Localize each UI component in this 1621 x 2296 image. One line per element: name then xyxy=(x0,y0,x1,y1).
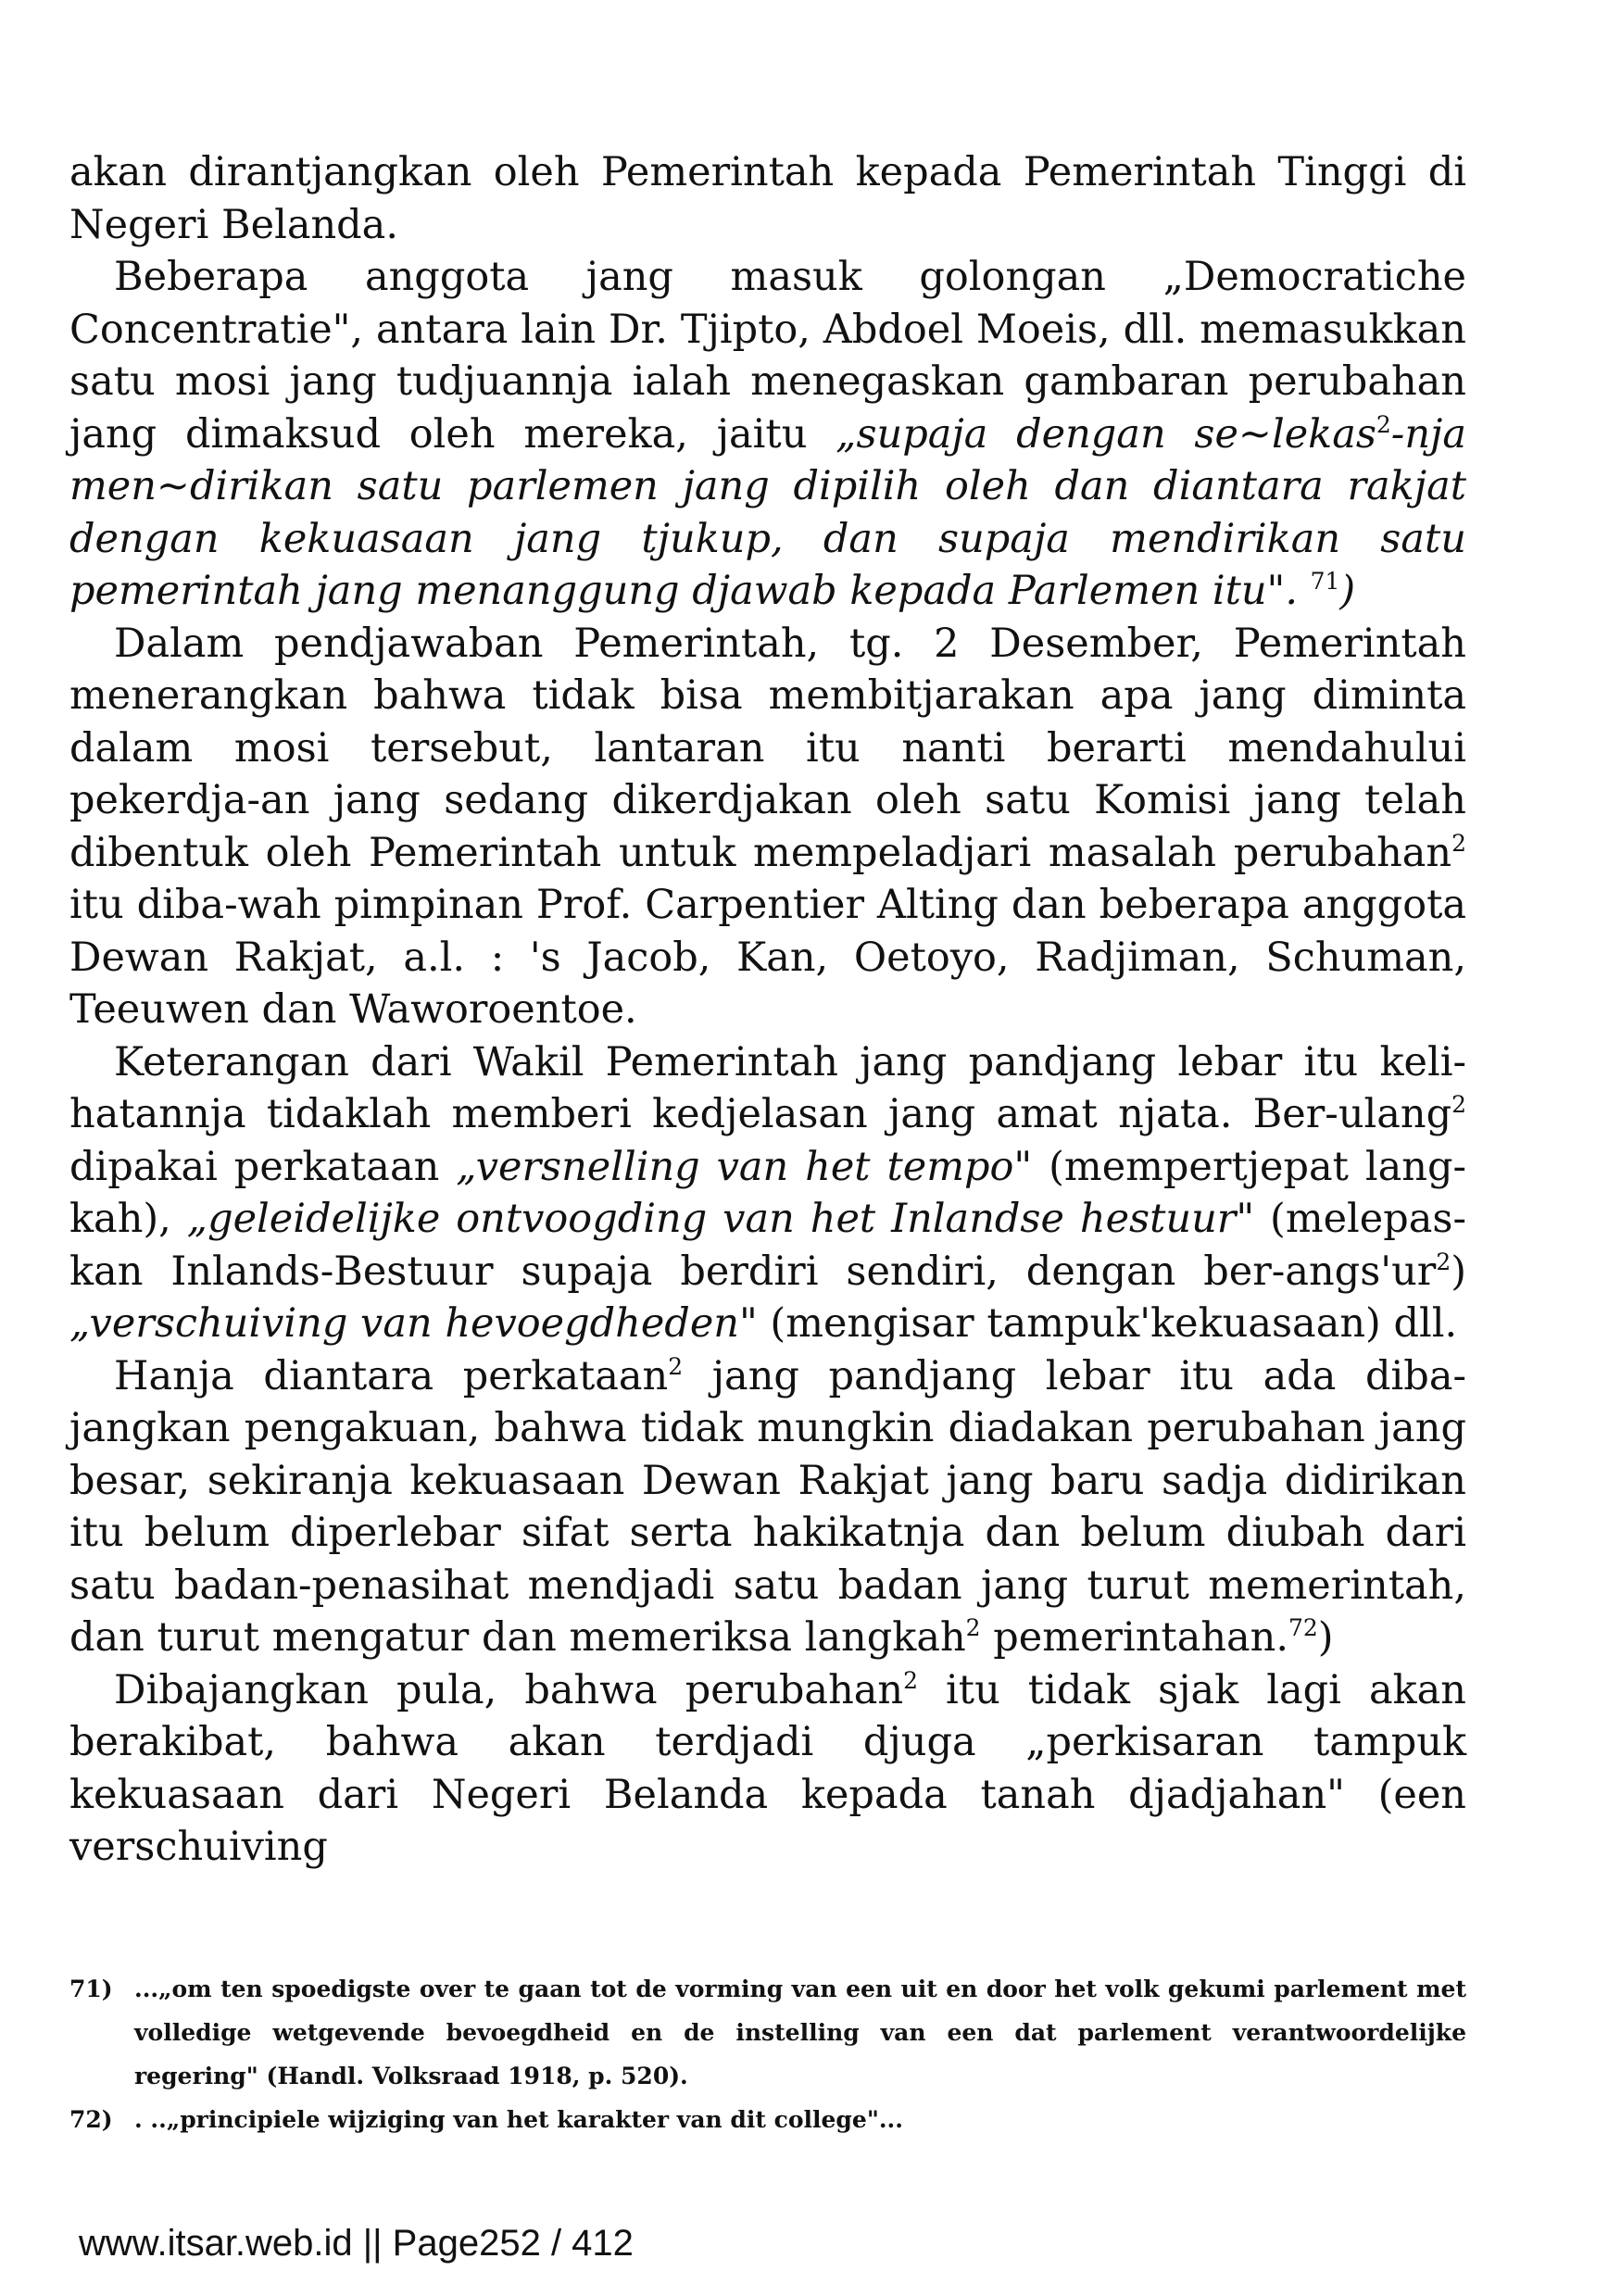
paragraph xyxy=(69,618,1466,1036)
superscript: 2 xyxy=(1436,1248,1451,1275)
footnote xyxy=(69,2098,1466,2141)
text-run: Dalam pendjawaban Pemerintah, tg. 2 Desember, Pemerintah menerangkan bahwa tidak bisa membitjarakan apa jang diminta dalam mosi tersebut, lantaran itu nanti berarti mendahului pekerdja-an jang sedang dikerdjakan oleh satu Komisi jang telah dibentuk oleh Pemerintah untuk mempeladjari masalah perubahan xyxy=(69,620,1466,876)
text-run: ) xyxy=(1451,1248,1466,1295)
text-run: Dibajangkan pula, bahwa perubahan xyxy=(114,1666,904,1713)
paragraph xyxy=(69,146,1466,251)
text-run: (mempertjepat lang-kah), xyxy=(69,1143,1466,1242)
text-run: jang pandjang lebar itu ada diba-jangkan pengakuan, bahwa tidak mungkin diadakan perubahan jang besar, sekiranja kekuasaan Dewan Rakjat jang baru sadja didirikan itu belum diperlebar sifat serta hakikatnja dan belum diubah dari satu badan-penasihat mendjadi satu badan jang turut memerintah, dan turut mengatur dan memeriksa langkah xyxy=(69,1352,1466,1661)
text-run: itu diba-wah pimpinan Prof. Carpentier Alting dan beberapa anggota Dewan Rakjat, a.l. : 's Jacob, Kan, Oetoyo, Radjiman, Schuman, Teeuwen dan Waworoentoe. xyxy=(69,882,1466,1033)
superscript: 2 xyxy=(668,1352,684,1380)
superscript: 2 xyxy=(965,1613,981,1641)
italic-text: „supaja dengan se~lekas xyxy=(836,410,1376,458)
superscript: 2 xyxy=(1451,829,1466,857)
text-run: (mengisar tampuk'kekuasaan) dll. xyxy=(757,1300,1458,1347)
paragraph xyxy=(69,1664,1466,1874)
footnote-number: 72) xyxy=(69,2106,113,2133)
superscript: 2 xyxy=(1376,410,1391,438)
paragraph xyxy=(69,251,1466,618)
text-run: Beberapa anggota jang masuk golongan „Democratiche Concentratie", antara lain Dr. Tjipto, Abdoel Moeis, dll. memasukkan satu mosi jang tudjuannja ialah menegaskan gambaran perubahan jang dimaksud oleh mereka, jaitu xyxy=(69,254,1466,458)
text-run: itu tidak sjak lagi akan berakibat, bahwa akan terdjadi djuga „perkisaran tampuk kekuasaan dari Negeri Belanda kepada tanah djadjahan" (een verschuiving xyxy=(69,1666,1466,1870)
body-text xyxy=(69,146,1466,1874)
footnote-number: 71) xyxy=(69,1976,113,2002)
superscript: 72 xyxy=(1288,1613,1318,1641)
text-run: (melepas-kan Inlands-Bestuur supaja berdiri sendiri, dengan ber-angs'ur xyxy=(69,1196,1467,1295)
paragraph xyxy=(69,1350,1466,1664)
paragraph xyxy=(69,1036,1466,1350)
text-run: Hanja diantara perkataan xyxy=(114,1352,669,1399)
italic-text: „versnelling van het tempo" xyxy=(456,1143,1033,1190)
italic-text: ) xyxy=(1339,568,1356,614)
footnote-text: . ..„principiele wijziging van het karakter van dit college"... xyxy=(134,2106,903,2133)
page-footer: www.itsar.web.id || Page252 / 412 xyxy=(79,2223,634,2264)
text-run: dipakai perkataan xyxy=(69,1143,457,1190)
superscript: 2 xyxy=(1451,1090,1466,1118)
footnotes xyxy=(69,1967,1466,2141)
footnote xyxy=(69,1967,1466,2098)
text-run: ) xyxy=(1317,1614,1334,1661)
footnote-text: ...„om ten spoedigste over te gaan tot de vorming van een uit en door het volk gekumi parlement met volledige wetgevende bevoegdheid en de instelling van een dat parlement verantwoordelijke regering" (Handl. Volksraad 1918, p. 520). xyxy=(134,1976,1466,2089)
text-run: pemerintahan. xyxy=(980,1614,1289,1661)
italic-text: -nja men~dirikan satu parlemen jang dipilih oleh dan diantara rakjat dengan kekuasaan jang tjukup, dan supaja mendirikan satu pemerintah jang menanggung djawab kepada Parlemen itu". xyxy=(69,410,1466,614)
italic-text: „verschuiving van hevoegdheden" xyxy=(69,1300,758,1347)
superscript: 2 xyxy=(903,1666,918,1694)
italic-text: „geleidelijke ontvoogding van het Inlandse hestuur" xyxy=(186,1196,1255,1242)
superscript: 71 xyxy=(1310,567,1340,595)
text-run: Keterangan dari Wakil Pemerintah jang pandjang lebar itu keli-hatannja tidaklah memberi kedjelasan jang amat njata. Ber-ulang xyxy=(69,1038,1466,1137)
text-run: akan dirantjangkan oleh Pemerintah kepada Pemerintah Tinggi di Negeri Belanda. xyxy=(69,149,1466,248)
